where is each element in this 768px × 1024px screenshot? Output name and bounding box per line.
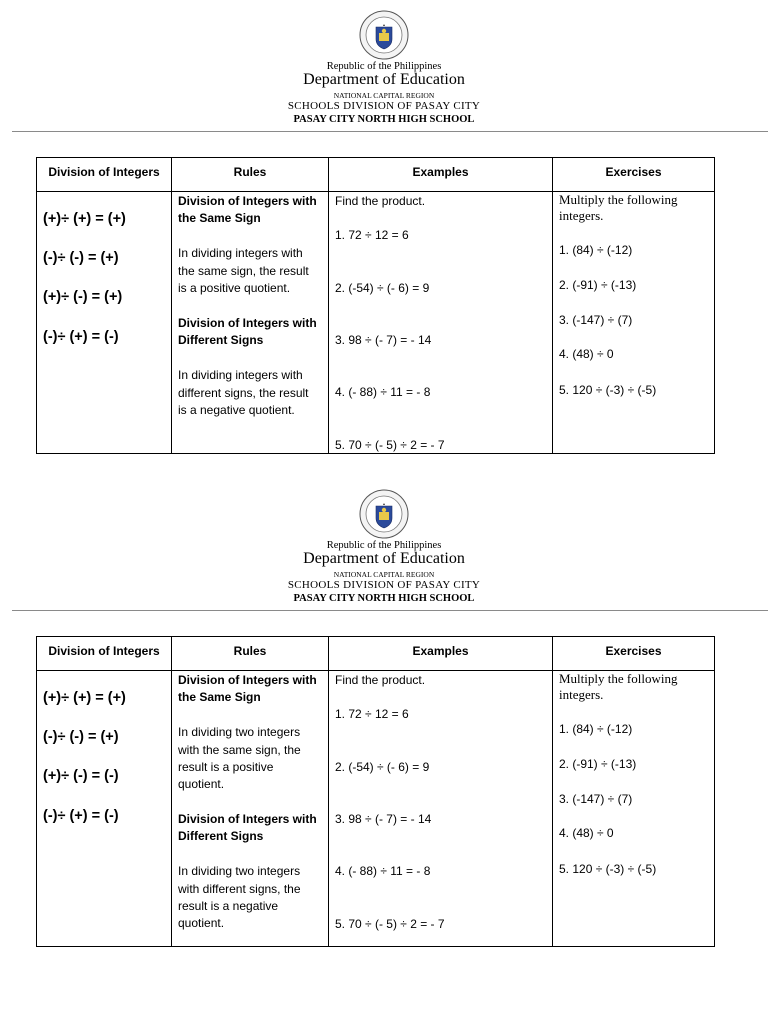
rule-heading: Different Signs: [178, 333, 264, 347]
school-name: PASAY CITY NORTH HIGH SCHOOL: [293, 114, 475, 125]
rule-text: result is a negative: [178, 899, 279, 913]
header-exercises: Exercises: [553, 637, 715, 671]
region-text: NATIONAL CAPITAL REGION: [333, 570, 435, 579]
table-header-row: [37, 637, 715, 671]
example-item: 5. 70 ÷ (- 5) ÷ 2 = - 7: [335, 917, 445, 931]
header-examples: Examples: [329, 637, 553, 671]
rules-cell: [172, 671, 329, 947]
rule-heading: Division of Integers with: [178, 812, 317, 826]
division-text: SCHOOLS DIVISION OF PASAY CITY: [287, 579, 481, 591]
header-rules: Rules: [172, 637, 329, 671]
rule-text: different signs, the result: [178, 386, 309, 400]
example-item: 2. (-54) ÷ (- 6) = 9: [335, 760, 430, 774]
examples-title: Find the product.: [335, 673, 426, 687]
exercises-title: Multiply the following: [559, 192, 678, 207]
example-item: 1. 72 ÷ 12 = 6: [335, 707, 409, 721]
rules-cell: [172, 192, 329, 454]
rule-text: In dividing two integers: [178, 725, 301, 739]
division-text: SCHOOLS DIVISION OF PASAY CITY: [287, 100, 481, 112]
example-item: 5. 70 ÷ (- 5) ÷ 2 = - 7: [335, 438, 445, 452]
exercises-cell: [553, 671, 715, 947]
rule-text: quotient.: [178, 777, 225, 791]
exercise-item: 4. (48) ÷ 0: [559, 347, 614, 361]
header-division-of-integers: Division of Integers: [37, 637, 172, 671]
division-table: [36, 636, 715, 947]
rule-text: is a positive quotient.: [178, 281, 291, 295]
example-item: 3. 98 ÷ (- 7) = - 14: [335, 333, 432, 347]
examples-cell: [329, 671, 553, 947]
republic-text: Republic of the Philippines: [326, 61, 442, 72]
example-item: 1. 72 ÷ 12 = 6: [335, 228, 409, 242]
deped-seal-icon: [359, 489, 409, 539]
division-table: [36, 157, 715, 454]
sign-rule: (-)÷ (+) = (-): [43, 808, 119, 824]
header-division-of-integers: Division of Integers: [37, 158, 172, 192]
exercise-item: 3. (-147) ÷ (7): [559, 313, 633, 327]
rule-heading: Division of Integers with: [178, 673, 317, 687]
school-name: PASAY CITY NORTH HIGH SCHOOL: [293, 593, 475, 604]
republic-text: Republic of the Philippines: [326, 540, 442, 551]
exercise-item: 1. (84) ÷ (-12): [559, 722, 633, 736]
exercises-title: Multiply the following: [559, 671, 678, 686]
exercises-title: integers.: [559, 208, 604, 223]
table-body-row: [37, 671, 715, 947]
region-text: NATIONAL CAPITAL REGION: [333, 91, 435, 100]
exercise-item: 5. 120 ÷ (-3) ÷ (-5): [559, 862, 657, 876]
example-item: 2. (-54) ÷ (- 6) = 9: [335, 281, 430, 295]
handout-section-1: [0, 10, 768, 470]
rule-heading: the Same Sign: [178, 211, 261, 225]
header-divider: [12, 131, 768, 132]
rule-heading: Division of Integers with: [178, 316, 317, 330]
exercises-title: integers.: [559, 687, 604, 702]
department-title: Department of Education: [303, 550, 465, 567]
example-item: 4. (- 88) ÷ 11 = - 8: [335, 864, 431, 878]
rule-text: In dividing two integers: [178, 864, 301, 878]
rule-text: In dividing integers with: [178, 368, 303, 382]
rule-text: the same sign, the result: [178, 264, 309, 278]
rule-heading: Different Signs: [178, 829, 264, 843]
header-rules: Rules: [172, 158, 329, 192]
exercise-item: 5. 120 ÷ (-3) ÷ (-5): [559, 383, 657, 397]
sign-rule: (-)÷ (-) = (+): [43, 250, 119, 266]
rule-text: In dividing integers with: [178, 246, 303, 260]
sign-rule: (+)÷ (+) = (+): [43, 690, 126, 706]
signs-cell: [37, 671, 172, 947]
deped-seal-icon: [359, 10, 409, 60]
department-title: Department of Education: [303, 71, 465, 88]
sign-rule: (+)÷ (+) = (+): [43, 211, 126, 227]
header-examples: Examples: [329, 158, 553, 192]
example-item: 3. 98 ÷ (- 7) = - 14: [335, 812, 432, 826]
header-exercises: Exercises: [553, 158, 715, 192]
example-item: 4. (- 88) ÷ 11 = - 8: [335, 385, 431, 399]
exercise-item: 1. (84) ÷ (-12): [559, 243, 633, 257]
rule-text: with different signs, the: [178, 882, 301, 896]
exercise-item: 2. (-91) ÷ (-13): [559, 278, 637, 292]
rule-text: with the same sign, the: [178, 743, 301, 757]
sign-rule: (-)÷ (+) = (-): [43, 329, 119, 345]
exercises-cell: [553, 192, 715, 454]
rule-text: result is a positive: [178, 760, 274, 774]
rule-text: quotient.: [178, 916, 225, 930]
exercise-item: 2. (-91) ÷ (-13): [559, 757, 637, 771]
examples-cell: [329, 192, 553, 454]
table-header-row: [37, 158, 715, 192]
sign-rule: (+)÷ (-) = (+): [43, 289, 123, 305]
sign-rule: (+)÷ (-) = (-): [43, 768, 119, 784]
exercise-item: 4. (48) ÷ 0: [559, 826, 614, 840]
rule-text: is a negative quotient.: [178, 403, 295, 417]
exercise-item: 3. (-147) ÷ (7): [559, 792, 633, 806]
rule-heading: the Same Sign: [178, 690, 261, 704]
examples-title: Find the product.: [335, 194, 426, 208]
signs-cell: [37, 192, 172, 454]
sign-rule: (-)÷ (-) = (+): [43, 729, 119, 745]
table-body-row: [37, 192, 715, 454]
rule-heading: Division of Integers with: [178, 194, 317, 208]
handout-section-2: [0, 489, 768, 959]
header-divider: [12, 610, 768, 611]
